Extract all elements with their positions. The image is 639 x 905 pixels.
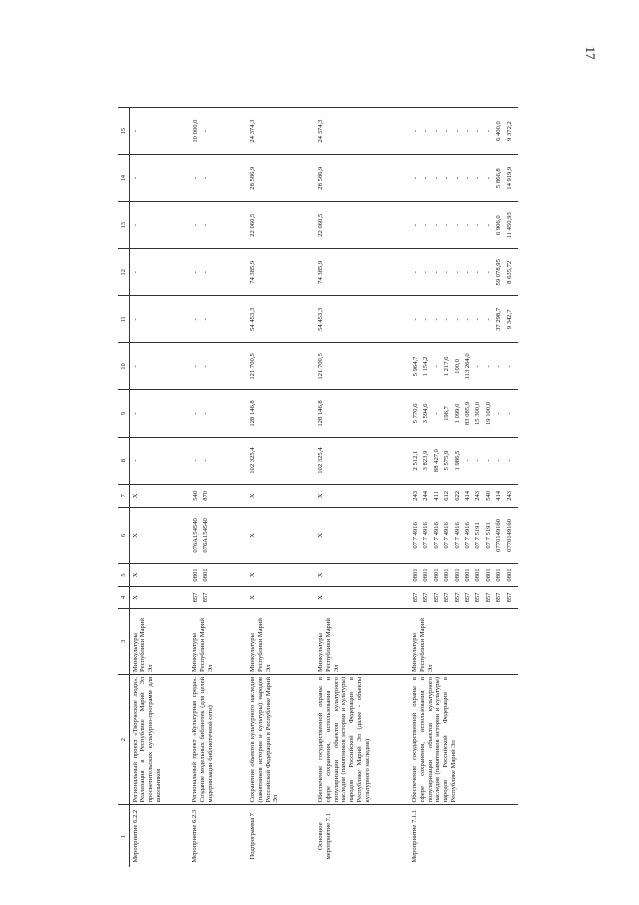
line-value: -: [495, 365, 503, 368]
line-value: -: [474, 459, 482, 462]
line-value: 414: [495, 490, 503, 501]
line-value: 19 100,0: [484, 401, 492, 426]
activity-description: Региональный проект «Культурная среда». Создание модельных библиотек (для целей модернизации библиотечной сети): [190, 674, 248, 805]
responsible-executor: Минкультуры Республики Марий Эл: [410, 608, 518, 674]
line-value: -: [192, 224, 199, 227]
line-value: -: [484, 177, 492, 180]
amount-cell: 74 385,9: [248, 249, 316, 296]
line-value: 5 770,6: [412, 403, 419, 424]
line-value: 243: [412, 490, 419, 501]
line-value: -: [202, 129, 210, 133]
section-code: X: [248, 563, 316, 587]
line-value: -: [422, 271, 430, 274]
line-value: -: [432, 365, 440, 368]
amount-cell: -: [130, 108, 190, 155]
section-code: X: [130, 563, 190, 587]
amount-cell: 24 374,3: [316, 108, 410, 155]
grbs-code: [190, 587, 248, 608]
line-value: 07701491б0: [505, 518, 513, 552]
line-value: -: [432, 271, 440, 274]
line-value: 3 594,6: [422, 403, 430, 424]
column-header: 5: [118, 563, 130, 587]
line-value: 857: [484, 592, 492, 603]
line-value: -: [484, 459, 492, 462]
line-value: 0801: [422, 568, 430, 582]
line-value: -: [202, 459, 210, 462]
column-header: 15: [118, 108, 130, 155]
expense-type: [190, 484, 248, 508]
table-row: [316, 108, 410, 868]
line-value: 076A154540: [192, 518, 199, 553]
line-value: 07 7 5191: [474, 522, 482, 549]
line-value: -: [422, 224, 430, 227]
line-value: 9 372,2: [505, 121, 513, 141]
line-value: 857: [443, 592, 451, 603]
line-value: 15 300,0: [474, 401, 482, 426]
line-value: -: [432, 129, 440, 133]
line-value: 14 919,9: [505, 166, 513, 190]
line-value: 0801: [443, 568, 451, 582]
line-value: 6 400,0: [495, 121, 503, 141]
activity-code: Мероприятие 6.2.2: [130, 805, 190, 867]
line-value: -: [443, 129, 451, 133]
line-value: 0801: [474, 568, 482, 582]
line-value: 5 964,7: [412, 356, 419, 377]
responsible-executor: Минкультуры Республики Марий Эл: [248, 608, 316, 674]
grbs-code: X: [248, 587, 316, 608]
line-value: -: [474, 224, 482, 227]
activity-code: Основное мероприятие 7.1: [316, 805, 410, 867]
line-value: -: [443, 318, 451, 321]
line-value: -: [202, 318, 210, 321]
line-value: 1 986,5: [453, 450, 461, 471]
line-value: -: [484, 271, 492, 274]
line-value: -: [432, 318, 440, 321]
line-value: 540: [484, 490, 492, 501]
line-value: -: [495, 459, 503, 462]
line-value: 07 7 4916: [422, 522, 430, 549]
amount-cell: 54 453,3: [316, 296, 410, 343]
line-value: 857: [505, 592, 513, 603]
amount-cell: 102 325,4: [316, 437, 410, 484]
line-value: -: [463, 224, 471, 227]
activity-code: Мероприятие 6.2.3: [190, 805, 248, 867]
line-value: 857: [202, 592, 210, 603]
amount-cell: 128 146,8: [248, 390, 316, 437]
line-value: -: [463, 318, 471, 321]
expense-type: [410, 484, 518, 508]
amount-cell: 74 385,9: [316, 249, 410, 296]
line-value: -: [505, 365, 513, 368]
amount-cell: 121 700,5: [316, 343, 410, 390]
column-header: 12: [118, 249, 130, 296]
amount-cell: [190, 202, 248, 249]
amount-cell: 28 586,9: [316, 155, 410, 202]
responsible-executor: Минкультуры Республики Марий Эл: [316, 608, 410, 674]
line-value: -: [453, 224, 461, 227]
line-value: -: [202, 224, 210, 227]
target-article: X: [130, 508, 190, 564]
expense-type: X: [130, 484, 190, 508]
line-value: -: [412, 224, 419, 227]
amount-cell: [190, 155, 248, 202]
activity-description: Обеспечение государственной охраны в сфере сохранения, использования и популяризации объектов культурного наследия (памятников истории и культуры) народов Российской Федерации в Республике Марий Эл (далее - объекты культурного наследия): [316, 674, 410, 805]
column-header: 3: [118, 608, 130, 674]
line-value: -: [443, 224, 451, 227]
line-value: -: [202, 365, 210, 368]
line-value: -: [453, 177, 461, 180]
line-value: 243: [505, 490, 513, 501]
line-value: 113 264,0: [463, 353, 471, 380]
line-value: -: [192, 365, 199, 368]
amount-cell: [410, 155, 518, 202]
line-value: -: [453, 318, 461, 321]
line-value: 1 217,6: [443, 356, 451, 377]
line-value: -: [202, 271, 210, 274]
line-value: 0801: [505, 568, 513, 582]
column-header: 6: [118, 508, 130, 564]
grbs-code: X: [130, 587, 190, 608]
line-value: -: [412, 129, 419, 133]
amount-cell: 22 060,5: [248, 202, 316, 249]
table-row: [248, 108, 316, 868]
line-value: 88 427,0: [432, 449, 440, 473]
amount-cell: -: [130, 202, 190, 249]
line-value: -: [412, 318, 419, 321]
activity-description: Региональный проект «Творческие люди». Реализация в Республике Марий Эл просветительских культурно-программ для школьников: [130, 674, 190, 805]
amount-cell: 54 453,3: [248, 296, 316, 343]
activity-description: Обеспечение государственной охраны в сфере сохранения, использования и популяризации объектов культурного наследия (памятников истории и культуры) народов Российской Федерации в Республике Марий Эл: [410, 674, 518, 805]
column-header: 4: [118, 587, 130, 608]
line-value: 857: [463, 592, 471, 603]
line-value: -: [453, 271, 461, 274]
line-value: 244: [422, 490, 430, 501]
amount-cell: [410, 437, 518, 484]
amount-cell: [190, 108, 248, 155]
line-value: -: [474, 318, 482, 321]
line-value: 0801: [202, 568, 210, 582]
amount-cell: -: [130, 343, 190, 390]
line-value: -: [463, 459, 471, 462]
line-value: 540: [192, 490, 199, 501]
amount-cell: [190, 390, 248, 437]
line-value: 0801: [453, 568, 461, 582]
column-header: 7: [118, 484, 130, 508]
line-value: -: [422, 177, 430, 180]
line-value: -: [412, 271, 419, 274]
amount-cell: 128 146,8: [316, 390, 410, 437]
line-value: 59 078,95: [495, 259, 503, 286]
amount-cell: [190, 296, 248, 343]
line-value: -: [484, 365, 492, 368]
amount-cell: [190, 343, 248, 390]
line-value: 07 7 5191: [484, 522, 492, 549]
rotated-page-content: [118, 107, 614, 867]
amount-cell: [190, 249, 248, 296]
line-value: -: [474, 271, 482, 274]
line-value: 83 085,9: [463, 401, 471, 426]
line-value: -: [463, 129, 471, 133]
line-value: 870: [202, 490, 210, 501]
amount-cell: 28 586,9: [248, 155, 316, 202]
line-value: -: [463, 177, 471, 180]
amount-cell: 102 325,4: [248, 437, 316, 484]
line-value: -: [484, 129, 492, 133]
line-value: 0801: [463, 568, 471, 582]
line-value: 612: [443, 490, 451, 501]
column-header: 8: [118, 437, 130, 484]
amount-cell: -: [130, 296, 190, 343]
line-value: 37 298,7: [495, 307, 503, 331]
amount-cell: 121 700,5: [248, 343, 316, 390]
grbs-code: X: [316, 587, 410, 608]
table-row: [410, 108, 518, 868]
line-value: -: [443, 271, 451, 274]
amount-cell: -: [130, 437, 190, 484]
line-value: -: [422, 318, 430, 321]
line-value: 857: [453, 592, 461, 603]
section-code: X: [316, 563, 410, 587]
line-value: 07701491б0: [495, 518, 503, 552]
table-row: [130, 108, 190, 868]
line-value: 11 450,93: [505, 212, 513, 239]
line-value: 857: [495, 592, 503, 603]
activity-description: Сохранение объектов культурного наследия (памятников истории и культуры) народов Российской Федерации в Республике Марий Эл: [248, 674, 316, 805]
line-value: 076A154540: [202, 518, 210, 553]
line-value: -: [192, 177, 199, 180]
amount-cell: [410, 390, 518, 437]
line-value: 0801: [432, 568, 440, 582]
column-header: 13: [118, 202, 130, 249]
line-value: -: [192, 459, 199, 462]
line-value: 07 7 4916: [453, 522, 461, 549]
line-value: 1 154,2: [422, 356, 430, 377]
line-value: -: [412, 177, 419, 180]
page-number: 17: [583, 46, 598, 60]
grbs-code: [410, 587, 518, 608]
line-value: 07 7 4916: [412, 522, 419, 549]
column-header: 2: [118, 674, 130, 805]
amount-cell: -: [130, 390, 190, 437]
target-article: X: [248, 508, 316, 564]
line-value: 6 906,0: [495, 215, 503, 236]
line-value: -: [505, 459, 513, 462]
column-header: 11: [118, 296, 130, 343]
line-value: 1 099,0: [453, 403, 461, 424]
line-value: -: [484, 318, 492, 321]
line-value: 07 7 4916: [463, 522, 471, 549]
amount-cell: [410, 108, 518, 155]
amount-cell: [410, 343, 518, 390]
amount-cell: [410, 249, 518, 296]
column-header: 14: [118, 155, 130, 202]
line-value: 622: [453, 490, 461, 501]
line-value: 0801: [484, 568, 492, 582]
amount-cell: [190, 437, 248, 484]
line-value: 857: [432, 592, 440, 603]
amount-cell: 22 060,5: [316, 202, 410, 249]
amount-cell: [410, 202, 518, 249]
line-value: -: [192, 318, 199, 321]
expense-type: X: [316, 484, 410, 508]
line-value: 5 866,8: [495, 168, 503, 189]
line-value: 100,0: [453, 359, 461, 374]
line-value: -: [505, 412, 513, 415]
column-header: 9: [118, 390, 130, 437]
line-value: 10 000,0: [192, 119, 199, 143]
line-value: 196,7: [443, 406, 451, 421]
line-value: -: [432, 177, 440, 180]
line-value: 411: [432, 491, 440, 501]
amount-cell: [410, 296, 518, 343]
line-value: 857: [474, 592, 482, 603]
line-value: -: [463, 271, 471, 274]
line-value: -: [192, 271, 199, 274]
table-row: [190, 108, 248, 868]
target-article: [410, 508, 518, 564]
amount-cell: -: [130, 249, 190, 296]
line-value: 07 7 4916: [432, 522, 440, 549]
line-value: 857: [412, 592, 419, 603]
line-value: -: [192, 412, 199, 415]
section-code: [190, 563, 248, 587]
line-value: -: [443, 177, 451, 180]
activity-code: Мероприятие 7.1.1: [410, 805, 518, 867]
target-article: [190, 508, 248, 564]
line-value: 3 823,9: [422, 450, 430, 471]
line-value: -: [484, 224, 492, 227]
line-value: 8 635,72: [505, 260, 513, 284]
column-header: 10: [118, 343, 130, 390]
line-value: -: [202, 177, 210, 180]
line-value: -: [432, 224, 440, 227]
line-value: 243: [474, 490, 482, 501]
column-number-row: [118, 108, 130, 868]
line-value: -: [432, 412, 440, 415]
line-value: -: [474, 129, 482, 133]
line-value: -: [495, 412, 503, 415]
line-value: -: [474, 365, 482, 368]
line-value: 07 7 4916: [443, 522, 451, 549]
line-value: 0801: [192, 568, 199, 582]
line-value: -: [422, 129, 430, 133]
amount-cell: -: [130, 155, 190, 202]
line-value: 857: [422, 592, 430, 603]
line-value: 9 342,7: [505, 309, 513, 330]
column-header: 1: [118, 805, 130, 867]
section-code: [410, 563, 518, 587]
expense-type: X: [248, 484, 316, 508]
line-value: 2 512,1: [412, 450, 419, 471]
line-value: 0801: [412, 568, 419, 582]
budget-table: [118, 107, 518, 867]
line-value: -: [474, 177, 482, 180]
line-value: 414: [463, 490, 471, 501]
line-value: 0801: [495, 568, 503, 582]
amount-cell: 24 374,3: [248, 108, 316, 155]
line-value: 5 575,9: [443, 450, 451, 471]
line-value: -: [453, 129, 461, 133]
line-value: -: [202, 412, 210, 415]
responsible-executor: Минкультуры Республики Марий Эл: [190, 608, 248, 674]
target-article: X: [316, 508, 410, 564]
activity-code: Подпрограмма 7: [248, 805, 316, 867]
line-value: 857: [192, 592, 199, 603]
responsible-executor: Минкультуры Республики Марий Эл: [130, 608, 190, 674]
